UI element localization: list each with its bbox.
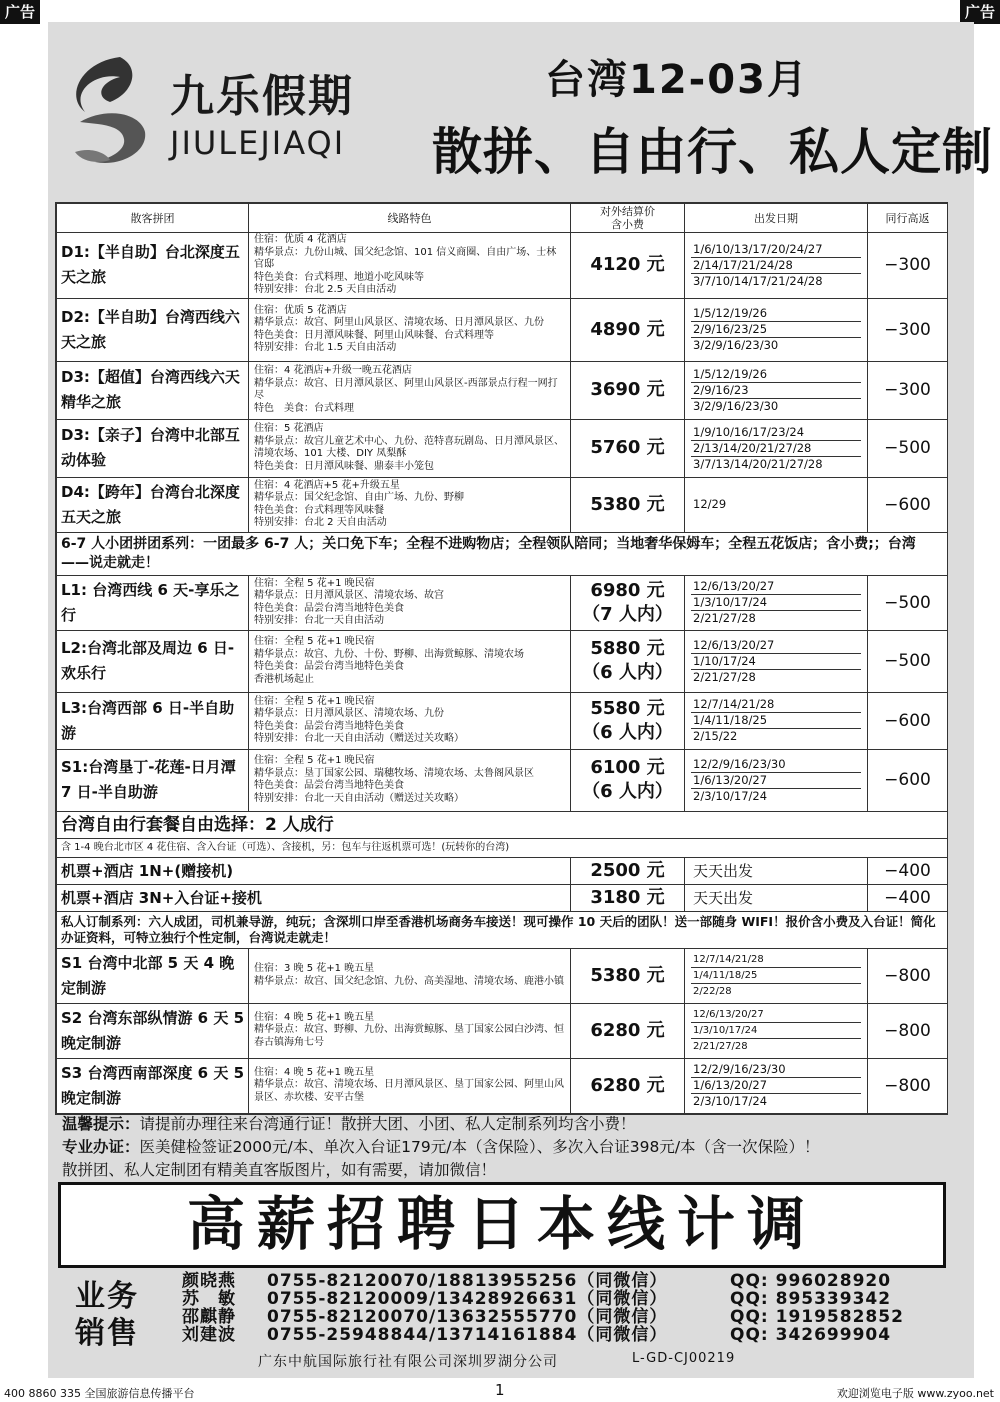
table-row — [57, 857, 948, 884]
tour-rebate: −300 — [868, 233, 948, 299]
tour-name: S2 台湾东部纵情游 6 天 5 晚定制游 — [57, 1003, 249, 1058]
tour-features: 住宿：全程 5 花+1 晚民宿 精华景点：日月潭风景区、清境农场、故宫 特色美食：品尝台湾当地特色美食 特别安排：台北一天自由活动 — [249, 575, 571, 630]
table-row — [57, 1003, 948, 1058]
private-banner-row — [57, 911, 948, 948]
tour-dates: 12/2/9/16/23/30 1/6/13/20/27 2/3/10/17/24 — [685, 749, 868, 811]
tour-price: 5760 元 — [571, 419, 685, 477]
header-features: 线路特色 — [249, 204, 571, 233]
header-dates: 出发日期 — [685, 204, 868, 233]
table-header-row — [57, 204, 948, 233]
tour-name: L3:台湾西部 6 日-半自助游 — [57, 692, 249, 749]
tour-rebate: −500 — [868, 419, 948, 477]
tour-name: S1 台湾中北部 5 天 4 晚定制游 — [57, 948, 249, 1003]
tour-rebate: −600 — [868, 749, 948, 811]
package-price: 3180 元 — [571, 884, 685, 911]
contact-row: 邵麒静 0755-82120070/13632555770（同微信） QQ: 1919582852 — [182, 1307, 904, 1327]
tour-dates: 1/5/12/19/26 2/9/16/23 3/2/9/16/23/30 — [685, 361, 868, 419]
tour-price: 6280 元 — [571, 1003, 685, 1058]
small-group-banner: 6-7 人小团拼团系列：一团最多 6-7 人；关口免下车；全程不进购物店；全程领队陪同；当地奢华保姆车；全程五花饭店；含小费;；台湾——说走就走！ — [57, 532, 948, 575]
tour-features: 住宿：4 花酒店+升级一晚五花酒店 精华景点：故宫、日月潭风景区、阿里山风景区-西部景点行程一网打尽 特色 美食：台式料理 — [249, 361, 571, 419]
qq-number[interactable]: QQ: 1919582852 — [730, 1307, 904, 1327]
table-row — [57, 233, 948, 299]
table-row — [57, 361, 948, 419]
private-banner: 私人订制系列：六人成团，司机兼导游，纯玩；含深圳口岸至香港机场商务车接送！现可操作 10 天后的团队！送一部随身 WIFI！报价含小费及入台证！简化办证资料，可特立独行个性定制，台湾说走就走！ — [57, 911, 948, 948]
table-row — [57, 575, 948, 630]
table-row — [57, 298, 948, 361]
tour-dates: 12/2/9/16/23/30 1/6/13/20/27 2/3/10/17/24 — [685, 1058, 868, 1113]
qq-number[interactable]: QQ: 342699904 — [730, 1325, 892, 1345]
tour-name: D3:【亲子】台湾中北部互动体验 — [57, 419, 249, 477]
footer-hotline: 400 8860 335 全国旅游信息传播平台 — [4, 1387, 195, 1400]
tour-dates: 12/7/14/21/28 1/4/11/18/25 2/15/22 — [685, 692, 868, 749]
tour-features: 住宿：优质 5 花酒店 精华景点：故宫、阿里山风景区、清境农场、日月潭风景区、九份 特色美食：日月潭风味餐、阿里山风味餐、台式料理等 特别安排：台北 1.5 天自由活动 — [249, 298, 571, 361]
free-package-title: 台湾自由行套餐自由选择：2 人成行 — [57, 811, 948, 838]
tour-rebate: −300 — [868, 298, 948, 361]
tour-dates: 12/6/13/20/27 1/3/10/17/24 2/21/27/28 — [685, 575, 868, 630]
tour-features: 住宿：4 晚 5 花+1 晚五星 精华景点：故宫、野柳、九份、出海赏鲸豚、垦丁国家公园白沙湾、恒春古镇海角七号 — [249, 1003, 571, 1058]
tour-price: 5380 元 — [571, 948, 685, 1003]
tour-dates: 12/29 — [685, 477, 868, 532]
package-rebate: −400 — [868, 857, 948, 884]
tour-features: 住宿：优质 4 花酒店 精华景点：九份山城、国父纪念馆、101 信义商圈、自由广场、士林官邸 特色美食：台式料理、地道小吃风味等 特别安排：台北 2.5 天自由活动 — [249, 233, 571, 299]
tour-price: 5580 元 （6 人内） — [571, 692, 685, 749]
ad-tag-right: 广告 — [960, 0, 1000, 24]
tour-dates: 1/5/12/19/26 2/9/16/23/25 3/2/9/16/23/30 — [685, 298, 868, 361]
table-row — [57, 630, 948, 692]
tour-name: D3:【超值】台湾西线六天精华之旅 — [57, 361, 249, 419]
header-price: 对外结算价 含小费 — [571, 204, 685, 233]
recruitment-banner: 高薪招聘日本线计调 — [58, 1182, 946, 1268]
tour-dates: 1/6/10/13/17/20/24/27 2/14/17/21/24/28 3/7/10/14/17/21/24/28 — [685, 233, 868, 299]
tour-price: 6980 元 （7 人内） — [571, 575, 685, 630]
visa-line: 专业办证：医美健检签证2000元/本、单次入台证179元/本（含保险）、多次入台证398元/本（含一次保险）！ — [62, 1138, 820, 1156]
tour-name: L2:台湾北部及周边 6 日-欢乐行 — [57, 630, 249, 692]
package-dates: 天天出发 — [685, 884, 868, 911]
contact-row: 苏 敏 0755-82120009/13428926631（同微信） QQ: 895339342 — [182, 1289, 892, 1309]
package-dates: 天天出发 — [685, 857, 868, 884]
free-package-title-row — [57, 811, 948, 838]
table-row — [57, 749, 948, 811]
tour-features: 住宿：4 晚 5 花+1 晚五星 精华景点：故宫、清境农场、日月潭风景区、垦丁国家公园、阿里山风景区、赤坎楼、安平古堡 — [249, 1058, 571, 1113]
brand-name-cn: 九乐假期 — [170, 71, 354, 122]
package-name: 机票+酒店 3N+入台证+接机 — [57, 884, 571, 911]
tour-price: 4120 元 — [571, 233, 685, 299]
tour-dates: 12/7/14/21/28 1/4/11/18/25 2/22/28 — [685, 948, 868, 1003]
tour-features: 住宿：5 花酒店 精华景点：故宫儿童艺术中心、九份、范特喜玩剧岛、日月潭风景区、清境农场、101 大楼、DIY 凤梨酥 特色美食：日月潭风味餐、鼎泰丰小笼包 — [249, 419, 571, 477]
tour-rebate: −500 — [868, 630, 948, 692]
tour-rebate: −800 — [868, 1058, 948, 1113]
tour-rebate: −500 — [868, 575, 948, 630]
table-row — [57, 948, 948, 1003]
tour-name: D4:【跨年】台湾台北深度五天之旅 — [57, 477, 249, 532]
package-name: 机票+酒店 1N+(赠接机) — [57, 857, 571, 884]
headline-products: 散拼、自由行、私人定制 — [432, 123, 993, 181]
contact-row: 颜晓燕 0755-82120070/18813955256（同微信） QQ: 996028920 — [182, 1271, 892, 1291]
table-row — [57, 1058, 948, 1113]
tour-name: L1: 台湾西线 6 天-享乐之行 — [57, 575, 249, 630]
tour-dates: 1/9/10/16/17/23/24 2/13/14/20/21/27/28 3/7/13/14/20/21/27/28 — [685, 419, 868, 477]
footer-website[interactable]: 欢迎浏览电子版 www.zyoo.net — [836, 1387, 994, 1400]
tour-price: 6100 元 （6 人内） — [571, 749, 685, 811]
table-row — [57, 884, 948, 911]
brand-logo — [60, 42, 390, 182]
ad-tag-left: 广告 — [0, 0, 40, 24]
free-package-note-row — [57, 838, 948, 857]
tour-rebate: −800 — [868, 1003, 948, 1058]
tour-price-table — [55, 202, 948, 1115]
sales-label: 业务 销售 — [75, 1279, 139, 1351]
contact-list — [182, 1272, 942, 1344]
table-row — [57, 419, 948, 477]
tour-dates: 12/6/13/20/27 1/3/10/17/24 2/21/27/28 — [685, 1003, 868, 1058]
tips-section — [62, 1113, 962, 1182]
free-package-note: 含 1-4 晚台北市区 4 花住宿、含入台证（可选）、含接机，另：包车与往返机票可选！(玩转你的台湾) — [57, 838, 948, 857]
phone-number[interactable]: 0755-82120009/13428926631（同微信） — [267, 1289, 668, 1309]
wechat-line: 散拼团、私人定制团有精美直客版图片，如有需要，请加微信！ — [62, 1161, 497, 1179]
tour-name: D2:【半自助】台湾西线六天之旅 — [57, 298, 249, 361]
qq-number[interactable]: QQ: 895339342 — [730, 1289, 892, 1309]
tour-rebate: −800 — [868, 948, 948, 1003]
tour-name: S1:台湾垦丁-花莲-日月潭 7 日-半自助游 — [57, 749, 249, 811]
company-name: 广东中航国际旅行社有限公司深圳罗湖分公司 — [258, 1354, 558, 1370]
small-group-banner-row — [57, 532, 948, 575]
tour-dates: 12/6/13/20/27 1/10/17/24 2/21/27/28 — [685, 630, 868, 692]
tour-price: 5880 元 （6 人内） — [571, 630, 685, 692]
license-number: L-GD-CJ00219 — [632, 1351, 736, 1366]
tour-features: 住宿：全程 5 花+1 晚民宿 精华景点：日月潭风景区、清境农场、九份 特色美食：品尝台湾当地特色美食 特别安排：台北一天自由活动（赠送过关攻略） — [249, 692, 571, 749]
tour-price: 6280 元 — [571, 1058, 685, 1113]
header-rebate: 同行高返 — [868, 204, 948, 233]
brand-name-en: JIULEJIAQI — [170, 124, 346, 162]
swirl-logo-icon — [60, 52, 160, 172]
tour-features: 住宿：3 晚 5 花+1 晚五星 精华景点：故宫、国父纪念馆、九份、高美湿地、清境农场、鹿港小镇 — [249, 948, 571, 1003]
tour-name: S3 台湾西南部深度 6 天 5 晚定制游 — [57, 1058, 249, 1113]
tip-line: 温馨提示：请提前办理往来台湾通行证！散拼大团、小团、私人定制系列均含小费！ — [62, 1115, 636, 1133]
table-row — [57, 477, 948, 532]
tour-rebate: −300 — [868, 361, 948, 419]
header-group: 散客拼团 — [57, 204, 249, 233]
tour-price: 5380 元 — [571, 477, 685, 532]
headline-period: 台湾12-03月 — [545, 57, 809, 103]
tour-features: 住宿：全程 5 花+1 晚民宿 精华景点：垦丁国家公园、瑞穗牧场、清境农场、太鲁阁风景区 特色美食：品尝台湾当地特色美食 特别安排：台北一天自由活动（赠送过关攻略） — [249, 749, 571, 811]
tour-name: D1:【半自助】台北深度五天之旅 — [57, 233, 249, 299]
table-row — [57, 692, 948, 749]
phone-number[interactable]: 0755-25948844/13714161884（同微信） — [267, 1325, 668, 1345]
contact-row: 刘建波 0755-25948844/13714161884（同微信） QQ: 342699904 — [182, 1325, 892, 1345]
tour-features: 住宿：4 花酒店+5 花+升级五星 精华景点：国父纪念馆、自由广场、九份、野柳 特色美食：台式料理等风味餐 特别安排：台北 2 天自由活动 — [249, 477, 571, 532]
phone-number[interactable]: 0755-82120070/13632555770（同微信） — [267, 1307, 668, 1327]
package-rebate: −400 — [868, 884, 948, 911]
package-price: 2500 元 — [571, 857, 685, 884]
tour-features: 住宿：全程 5 花+1 晚民宿 精华景点：故宫、九份、十份、野柳、出海赏鲸豚、清境农场 特色美食：品尝台湾当地特色美食 香港机场起止 — [249, 630, 571, 692]
page-number: 1 — [495, 1381, 505, 1399]
qq-number[interactable]: QQ: 996028920 — [730, 1271, 892, 1291]
phone-number[interactable]: 0755-82120070/18813955256（同微信） — [267, 1271, 668, 1291]
tour-price: 4890 元 — [571, 298, 685, 361]
tour-rebate: −600 — [868, 477, 948, 532]
tour-price: 3690 元 — [571, 361, 685, 419]
tour-rebate: −600 — [868, 692, 948, 749]
